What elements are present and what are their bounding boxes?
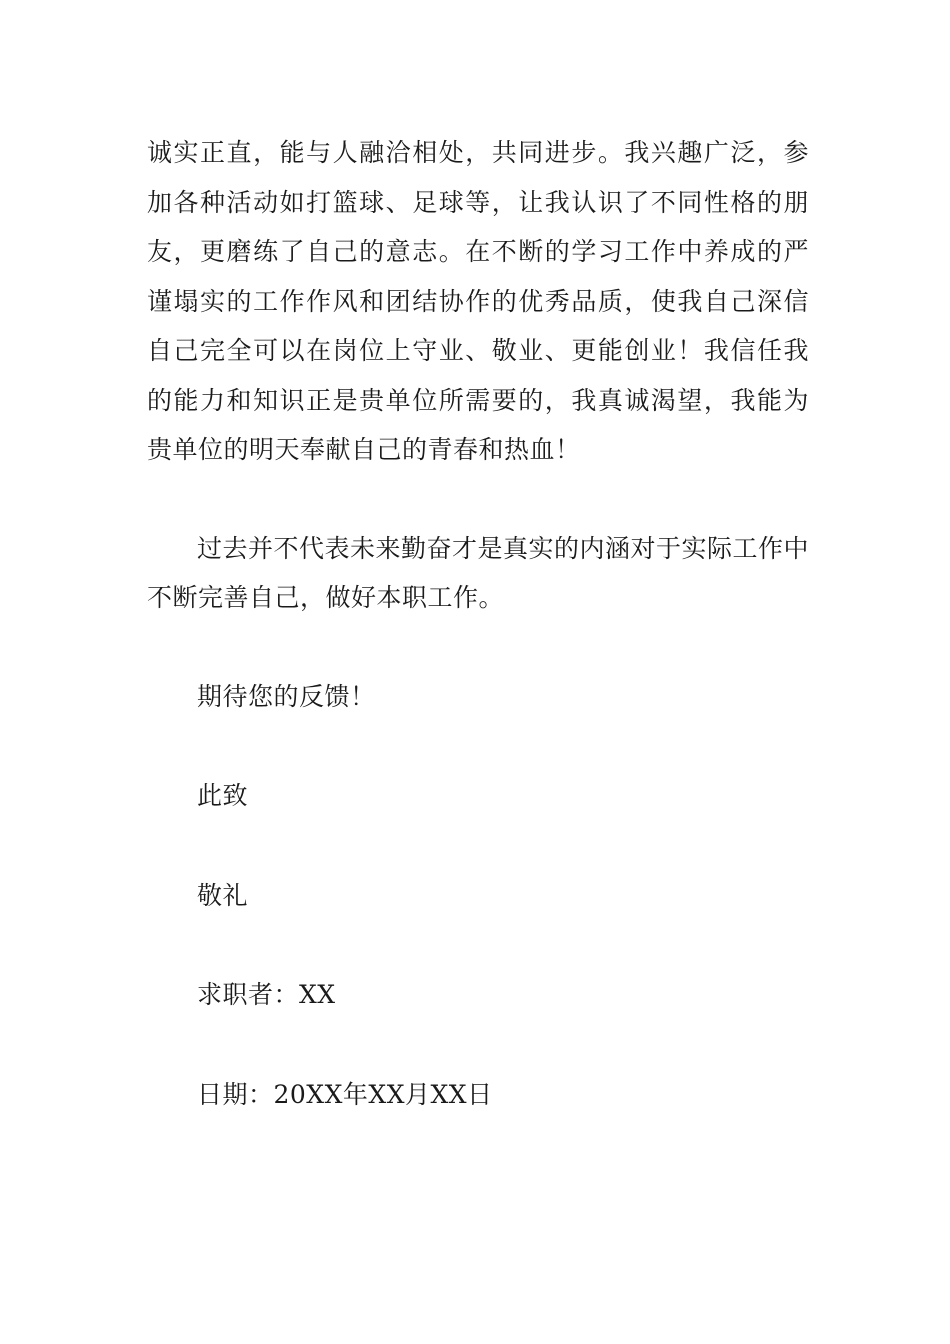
signer-line: 求职者：XX bbox=[197, 980, 336, 1009]
letter-body bbox=[147, 128, 809, 1119]
body-paragraph-1: 诚实正直，能与人融洽相处，共同进步。我兴趣广泛，参加各种活动如打篮球、足球等，让我认识了不同性格的朋友，更磨练了自己的意志。在不断的学习工作中养成的严谨塌实的工作作风和团结协作的优秀品质，使我自己深信自己完全可以在岗位上守业、敬业、更能创业！我信任我的能力和知识正是贵单位所需要的，我真诚渴望，我能为贵单位的明天奉献自己的青春和热血！ bbox=[147, 138, 809, 464]
body-paragraph-2: 过去并不代表未来勤奋才是真实的内涵对于实际工作中不断完善自己，做好本职工作。 bbox=[147, 533, 810, 612]
regards: 敬礼 bbox=[197, 880, 249, 910]
closing-expectation: 期待您的反馈！ bbox=[197, 681, 376, 711]
date-line: 日期：20XX年XX月XX日 bbox=[197, 1079, 493, 1109]
salutation: 此致 bbox=[197, 781, 249, 810]
